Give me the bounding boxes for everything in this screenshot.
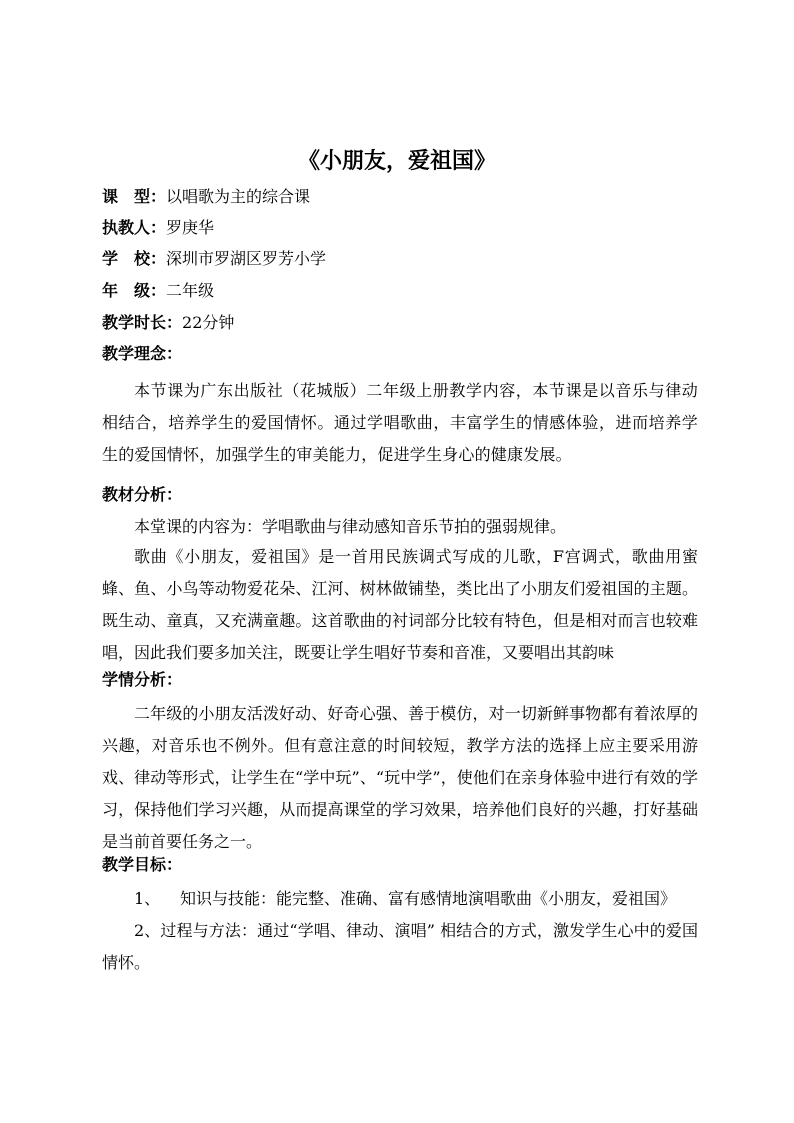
meta-label: 学 校： bbox=[102, 249, 167, 268]
meta-value: 深圳市罗湖区罗芳小学 bbox=[166, 249, 327, 268]
meta-label: 年 级： bbox=[102, 281, 167, 300]
goal-item-2: 2、过程与方法：通过“学唱、律动、演唱” 相结合的方式，激发学生心中的爱国情怀。 bbox=[102, 921, 698, 972]
meta-course-type bbox=[102, 186, 310, 208]
goal-number: 1、 bbox=[134, 889, 161, 908]
material-paragraph-2: 歌曲《小朋友，爱祖国》是一首用民族调式写成的儿歌，F宫调式，歌曲用蜜蜂、鱼、小鸟等动物爱花朵、江河、树林做铺垫，类比出了小朋友们爱祖国的主题。既生动、童真，又充满童趣。这首歌曲的衬词部分比较有特色，但是相对而言也较难唱，因此我们要多加关注，既要让学生唱好节奏和音准，又要唱出其韵味 bbox=[102, 547, 698, 662]
meta-value: 二年级 bbox=[166, 281, 215, 300]
meta-teacher bbox=[102, 217, 214, 239]
meta-value: 22分钟 bbox=[182, 313, 235, 332]
meta-school bbox=[102, 248, 326, 270]
document-title: 《小朋友，爱祖国》 bbox=[297, 148, 496, 174]
meta-label: 执教人： bbox=[102, 218, 167, 237]
meta-duration bbox=[102, 312, 234, 334]
section-heading-material: 教材分析： bbox=[102, 485, 183, 504]
students-paragraph: 二年级的小朋友活泼好动、好奇心强、善于模仿，对一切新鲜事物都有着浓厚的兴趣，对音乐也不例外。但有意注意的时间较短，教学方法的选择上应主要采用游戏、律动等形式，让学生在“学中玩”、“玩中学”，使他们在亲身体验中进行有效的学习，保持他们学习兴趣，从而提高课堂的学习效果，培养他们良好的兴趣，打好基础是当前首要任务之一。 bbox=[102, 704, 698, 851]
goal-text: 知识与技能：能完整、准确、富有感情地演唱歌曲《小朋友，爱祖国》 bbox=[180, 889, 677, 908]
meta-grade bbox=[102, 280, 214, 302]
section-heading-students: 学情分析： bbox=[102, 670, 183, 689]
section-heading-concept: 教学理念： bbox=[102, 344, 183, 363]
meta-label: 教学时长： bbox=[102, 313, 183, 332]
meta-label: 课 型： bbox=[102, 187, 167, 206]
meta-value: 罗庚华 bbox=[166, 218, 215, 237]
meta-value: 以唱歌为主的综合课 bbox=[166, 187, 311, 206]
section-heading-goals: 教学目标： bbox=[102, 855, 183, 874]
concept-paragraph: 本节课为广东出版社（花城版）二年级上册教学内容，本节课是以音乐与律动相结合，培养学生的爱国情怀。通过学唱歌曲，丰富学生的情感体验，进而培养学生的爱国情怀，加强学生的审美能力，促进学生身心的健康发展。 bbox=[102, 381, 698, 464]
material-paragraph-1: 本堂课的内容为：学唱歌曲与律动感知音乐节拍的强弱规律。 bbox=[134, 517, 567, 536]
goal-item-1 bbox=[102, 883, 698, 915]
